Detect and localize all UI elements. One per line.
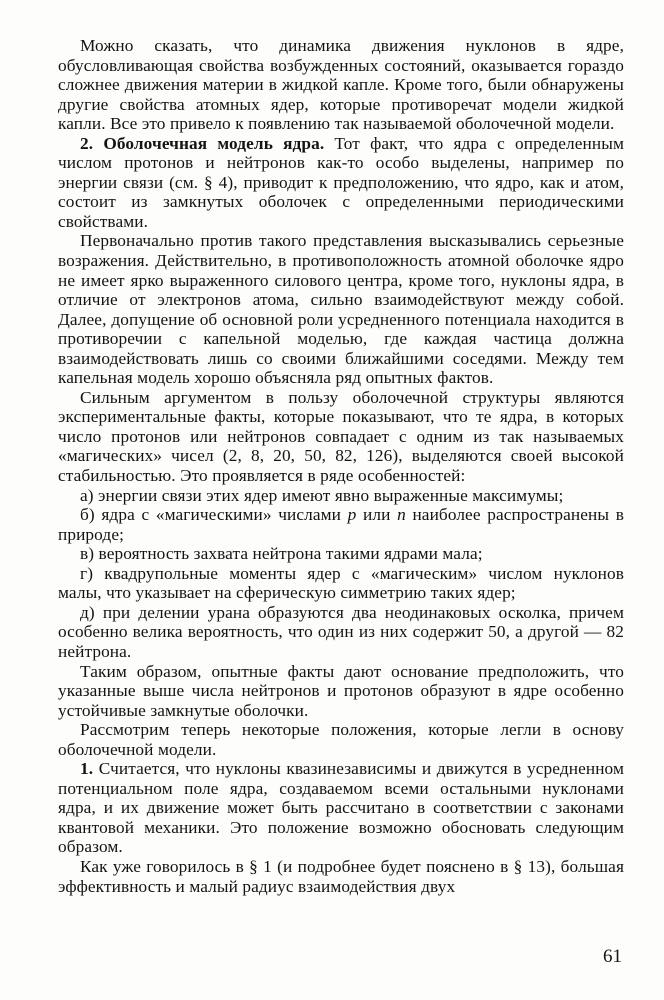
page-number: 61 [603,946,622,967]
premise-number: 1. [80,759,94,779]
paragraph-shell-model-intro [58,134,624,232]
text-column [58,36,624,896]
paragraph-magic-numbers: Сильным аргументом в пользу оболочечной структуры являются экспериментальные факты, которые показывают, что те ядра, в которых число протонов или нейтронов совпадает с одним из так называемых «магических» чисел (2, 8, 20, 50, 82, 126), выделяются своей высокой стабильностью. Это проявляется в ряде особенностей: [58,387,624,486]
variable-n: n [397,505,406,525]
paragraph-objections: Первоначально против такого представления высказывались серьезные возражения. Действительно, в противоположность атомной оболочке ядро не имеет ярко выраженного силового центра, кроме того, нуклоны ядра, в отличие от электронов атома, сильно взаимодействуют между собой. Далее, допущение об основной роли усредненного потенциала находится в противоречии с капельной моделью, где каждая частица должна взаимодействовать лишь со своими ближайшими соседями. Между тем капельная модель хорошо объясняла ряд опытных фактов. [58,231,624,388]
paragraph-premises-intro: Рассмотрим теперь некоторые положения, которые легли в основу оболочечной модели. [58,720,624,759]
section-heading: 2. Оболочечная модель ядра. [80,133,325,153]
paragraph-continued: Как уже говорилось в § 1 (и подробнее будет пояснено в § 13), большая эффективность и малый радиус взаимодействия двух [58,856,624,896]
variable-p: p [347,505,357,525]
list-item-b [58,505,624,544]
list-item-e: д) при делении урана образуются два неодинаковых осколка, причем особенно велика вероятность, что один из них содержит 50, а другой — 82 нейтрона. [58,602,624,661]
paragraph-liquid-drop-summary: Можно сказать, что динамика движения нуклонов в ядре, обусловливающая свойства возбужденных состояний, оказывается гораздо сложнее движения материи в жидкой капле. Кроме того, были обнаружены другие свойства атомных ядер, которые противоречат модели жидкой капли. Все это привело к появлению так называемой оболочечной модели. [58,36,624,134]
paragraph-text: Считается, что нуклоны квазинезависимы и движутся в усредненном потенциальном поле ядра, создаваемом всеми остальными нуклонами ядра, и их движение может быть рассчитано в соответствии с законами квантовой механики. Это положение возможно обосновать следующим образом. [58,759,624,857]
paragraph-conclusion: Таким образом, опытные факты дают основание предположить, что указанные выше числа нейтронов и протонов образуют в ядре особенно устойчивые замкнутые оболочки. [58,661,624,720]
paragraph-text: Тот факт, что ядра с определенным числом протонов и нейтронов как-то особо выделены, например по энергии связи (см. § 4), приводит к предположению, что ядро, как и атом, состоит из замкнутых оболочек с определенными периодическими свойствами. [58,133,624,231]
list-item-a: а) энергии связи этих ядер имеют явно выраженные максимумы; [80,485,564,505]
paragraph-premise-1 [58,759,624,857]
list-item-text: наиболее распространены в природе; [58,505,624,544]
list-item-d: г) квадрупольные моменты ядер с «магическим» числом нуклонов малы, что указывает на сферическую симметрию таких ядер; [58,563,624,603]
list-item-text: б) ядра с «магическими» числами [80,505,348,525]
list-item-text: или [356,505,398,525]
list-item-c: в) вероятность захвата нейтрона такими ядрами мала; [80,544,483,564]
